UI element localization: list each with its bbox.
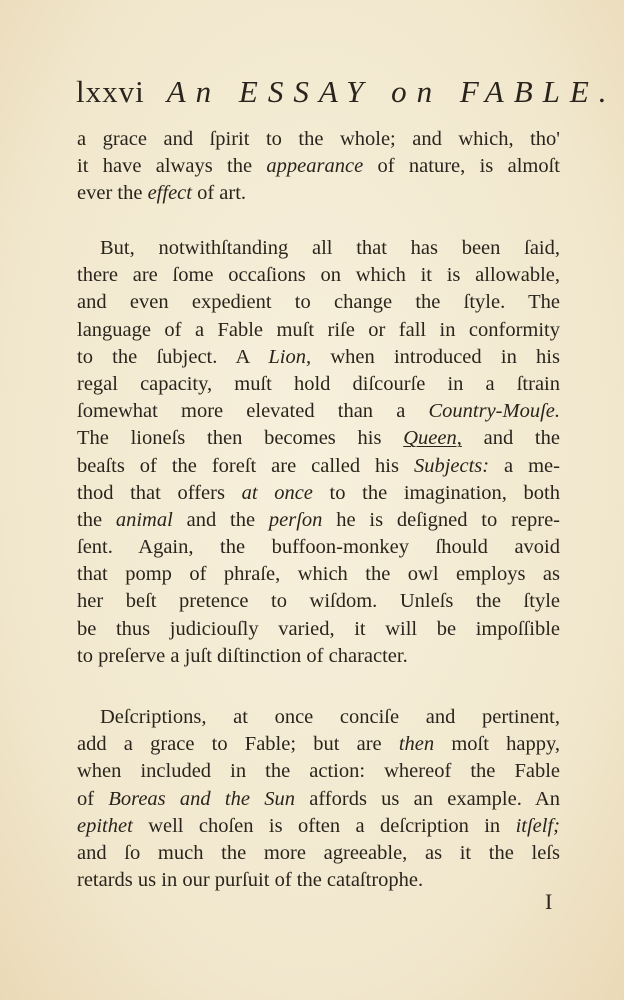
text-line: the animal and the perſon he is deſigned to repre-: [77, 508, 560, 531]
text-line: beaſts of the foreſt are called his Subjects: a me-: [77, 454, 560, 477]
text-line: there are ſome occaſions on which it is allowable,: [77, 264, 560, 287]
page-number: lxxvi: [76, 74, 145, 109]
text-line: to the ſubject. A Lion, when introduced in his: [77, 345, 560, 368]
paragraph-2: [77, 235, 560, 670]
text-line: Deſcriptions, at once conciſe and pertinent,: [100, 706, 560, 728]
text-line: that pomp of phraſe, which the owl employs as: [77, 563, 560, 586]
text-line: add a grace to Fable; but are then moſt happy,: [77, 733, 560, 756]
text-line: regal capacity, muſt hold diſcourſe in a ſtrain: [77, 372, 560, 395]
text-line: and ſo much the more agreeable, as it the leſs: [77, 841, 560, 864]
paragraph-1: [77, 126, 560, 208]
running-title: An ESSAY on FABLE.: [166, 74, 617, 109]
text-line: to preſerve a juſt diſtinction of character.: [77, 644, 408, 667]
text-line: epithet well choſen is often a deſcription in itſelf;: [77, 814, 560, 837]
text-line: language of a Fable muſt riſe or fall in conformity: [77, 318, 560, 341]
page-header: [76, 72, 617, 112]
text-line: retards us in our purſuit of the cataſtrophe.: [77, 869, 424, 892]
text-line: her beſt pretence to wiſdom. Unleſs the ſtyle: [77, 590, 560, 613]
text-line: be thus judiciouſly varied, it will be impoſſible: [77, 617, 560, 640]
text-line: ſomewhat more elevated than a Country-Mouſe.: [77, 400, 560, 423]
text-line: thod that offers at once to the imagination, both: [77, 481, 560, 504]
text-line: of Boreas and the Sun affords us an example. An: [77, 787, 561, 810]
text-line: and even expedient to change the ſtyle. The: [77, 291, 560, 314]
text-line: The lioneſs then becomes his Queen, and the: [77, 427, 560, 450]
text-line: it have always the appearance of nature, is almoſt: [77, 155, 560, 178]
catchword: I: [545, 889, 553, 914]
text-line: ſent. Again, the buffoon-monkey ſhould avoid: [77, 536, 560, 559]
text-line: ever the effect of art.: [77, 182, 247, 205]
text-line: a grace and ſpirit to the whole; and which, tho': [77, 128, 560, 150]
text-line: when included in the action: whereof the Fable: [77, 760, 560, 783]
text-line: But, notwithſtanding all that has been ſaid,: [100, 237, 560, 259]
paragraph-3: [77, 704, 560, 894]
